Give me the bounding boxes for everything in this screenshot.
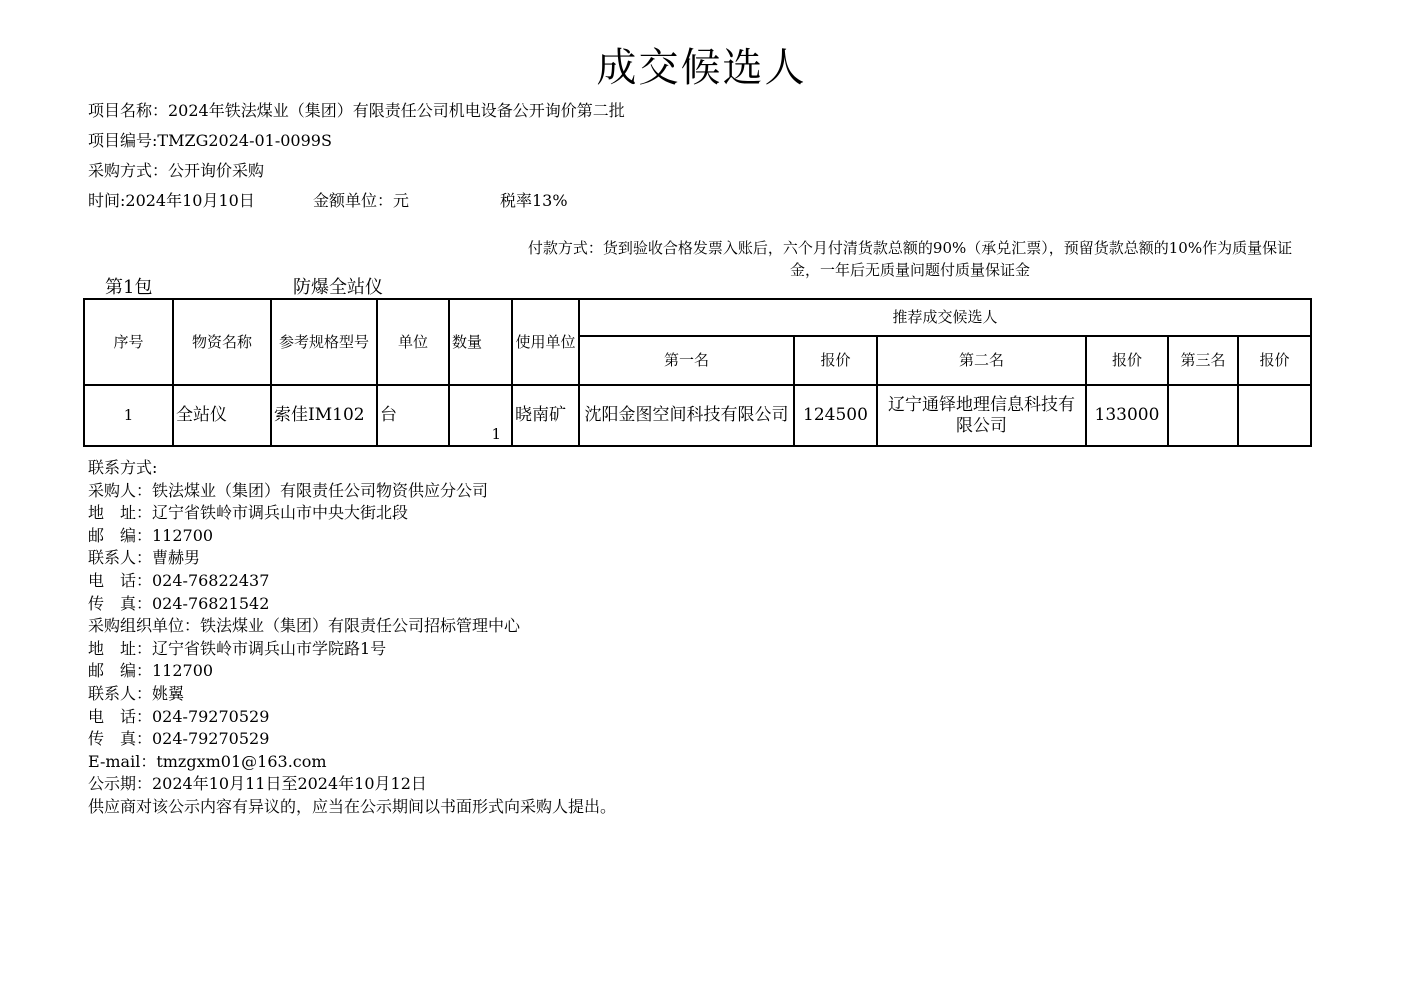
page-title: 成交候选人 bbox=[596, 45, 807, 91]
publicity-period: 公示期：2024年10月11日至2024年10月12日 bbox=[88, 774, 427, 794]
header-material: 物资名称 bbox=[173, 299, 271, 385]
time: 时间:2024年10月10日 bbox=[88, 191, 255, 210]
cell-third bbox=[1168, 385, 1238, 446]
header-price3: 报价 bbox=[1238, 336, 1311, 385]
cell-price1: 124500 bbox=[794, 385, 877, 446]
contact-block bbox=[88, 457, 616, 819]
cell-unit: 台 bbox=[377, 385, 449, 446]
header-user-unit: 使用单位 bbox=[512, 299, 579, 385]
table-row bbox=[84, 385, 1311, 446]
contact-line: 邮 编：112700 bbox=[88, 525, 214, 545]
cell-qty: 1 bbox=[449, 385, 512, 446]
cell-material: 全站仪 bbox=[173, 385, 271, 446]
cell-first: 沈阳金图空间科技有限公司 bbox=[579, 385, 794, 446]
contact-line: 邮 编：112700 bbox=[88, 661, 214, 681]
header-price2: 报价 bbox=[1086, 336, 1168, 385]
cell-spec: 索佳IM102 bbox=[271, 385, 377, 446]
contact-line: 联系人：曹赫男 bbox=[88, 548, 201, 568]
header-spec: 参考规格型号 bbox=[271, 299, 377, 385]
cell-user-unit: 晓南矿 bbox=[512, 385, 579, 446]
contact-line: 联系方式: bbox=[88, 458, 158, 477]
meta-row bbox=[88, 190, 568, 212]
header-price1: 报价 bbox=[794, 336, 877, 385]
cell-price3 bbox=[1238, 385, 1311, 446]
objection-notice: 供应商对该公示内容有异议的，应当在公示期间以书面形式向采购人提出。 bbox=[88, 796, 617, 816]
cell-index: 1 bbox=[84, 385, 173, 446]
contact-line: 传 真：024-79270529 bbox=[88, 729, 270, 749]
project-name: 项目名称：2024年铁法煤业（集团）有限责任公司机电设备公开询价第二批 bbox=[88, 101, 625, 120]
contact-line: 地 址：辽宁省铁岭市调兵山市学院路1号 bbox=[88, 638, 387, 658]
contact-email: E-mail：tmzgxm01@163.com bbox=[88, 751, 327, 771]
header-second: 第二名 bbox=[877, 336, 1086, 385]
contact-line: 电 话：024-76822437 bbox=[88, 570, 270, 590]
header-first: 第一名 bbox=[579, 336, 794, 385]
tax-rate: 税率13% bbox=[500, 191, 568, 210]
contact-line: 电 话：024-79270529 bbox=[88, 706, 270, 726]
header-third: 第三名 bbox=[1168, 336, 1238, 385]
header-recommended: 推荐成交候选人 bbox=[579, 299, 1311, 336]
cell-price2: 133000 bbox=[1086, 385, 1168, 446]
header-index: 序号 bbox=[84, 299, 173, 385]
project-number: 项目编号:TMZG2024-01-0099S bbox=[88, 131, 332, 150]
contact-line: 采购人：铁法煤业（集团）有限责任公司物资供应分公司 bbox=[88, 480, 489, 500]
payment-terms: 付款方式：货到验收合格发票入账后，六个月付清货款总额的90%（承兑汇票），预留货款总额的10%作为质量保证金，一年后无质量问题付质量保证金 bbox=[527, 239, 1293, 279]
amount-unit: 金额单位：元 bbox=[313, 191, 410, 210]
purchase-method: 采购方式：公开询价采购 bbox=[88, 161, 265, 180]
cell-second: 辽宁通铎地理信息科技有限公司 bbox=[877, 385, 1086, 446]
contact-line: 地 址：辽宁省铁岭市调兵山市中央大街北段 bbox=[88, 503, 409, 523]
package-label: 第1包 bbox=[105, 277, 153, 298]
contact-line: 传 真：024-76821542 bbox=[88, 593, 270, 613]
contact-line: 联系人：姚翼 bbox=[88, 683, 185, 703]
header-unit: 单位 bbox=[377, 299, 449, 385]
package-name: 防爆全站仪 bbox=[293, 277, 383, 298]
candidate-table bbox=[83, 298, 1312, 447]
contact-line: 采购组织单位：铁法煤业（集团）有限责任公司招标管理中心 bbox=[88, 616, 521, 636]
header-qty: 数量 bbox=[449, 299, 512, 385]
